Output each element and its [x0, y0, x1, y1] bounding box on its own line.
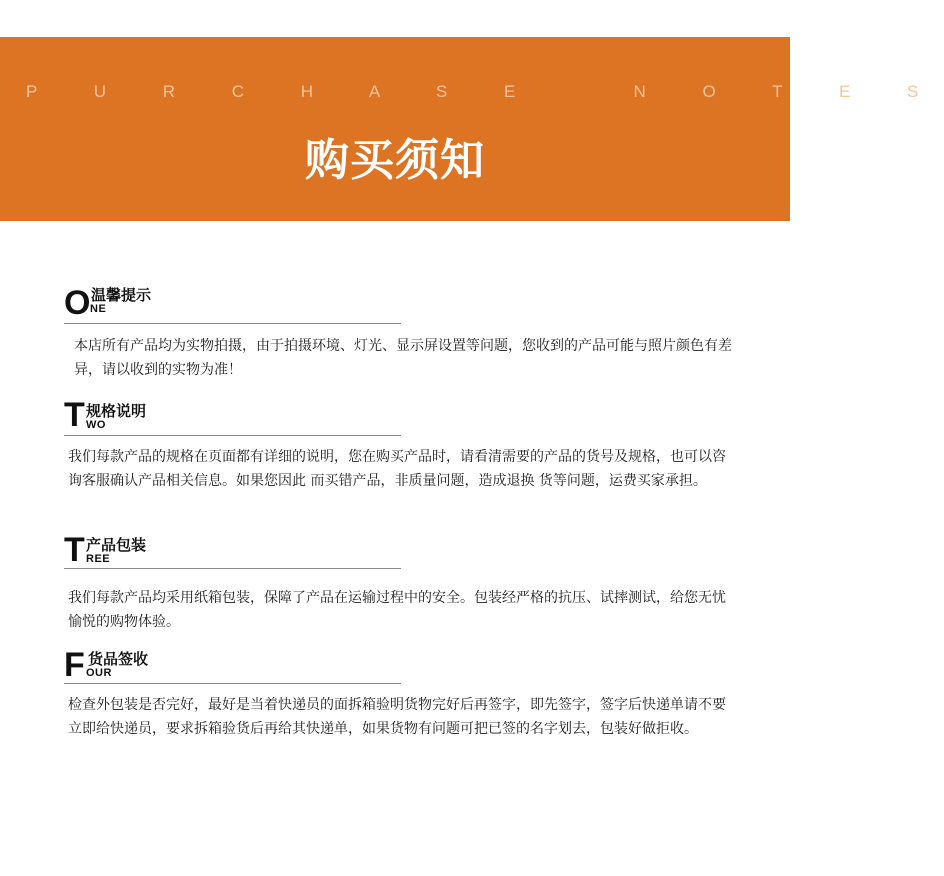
section-four-header [64, 643, 401, 684]
section-three-title: 产品包装 [86, 536, 147, 554]
section-one-title: 温馨提示 [91, 286, 152, 304]
section-three-text: 我们每款产品均采用纸箱包装，保障了产品在运输过程中的安全。包装经严格的抗压、试摔测试，给您无忧愉悦的购物体验。 [68, 590, 726, 630]
section-four-initial: F [64, 646, 85, 684]
section-three-header [64, 528, 401, 569]
section-one-header [64, 283, 401, 324]
section-three-initial: T [64, 531, 85, 569]
page-title: 购买须知 [305, 135, 485, 186]
section-one-text: 本店所有产品均为实物拍摄，由于拍摄环境、灯光、显示屏设置等问题，您收到的产品可能与照片颜色有差异，请以收到的实物为准！ [74, 338, 732, 378]
section-three-letters: REE [86, 553, 111, 565]
section-two-text: 我们每款产品的规格在页面都有详细的说明，您在购买产品时，请看清需要的产品的货号及规格，也可以咨询客服确认产品相关信息。如果您因此 而买错产品，非质量问题，造成退换 货等问题，运费买家承担。 [68, 449, 726, 489]
banner-subtitle: P U R C H A S E N O T E S [26, 82, 944, 101]
section-one-letters: NE [90, 303, 107, 315]
section-two-letters: WO [86, 419, 106, 431]
section-four-text: 检查外包装是否完好，最好是当着快递员的面拆箱验明货物完好后再签字，即先签字，签字后快递单请不要立即给快递员，要求拆箱验货后再给其快递单，如果货物有问题可把已签的名字划去，包装好做拒收。 [68, 697, 726, 737]
section-four-letters: OUR [86, 667, 112, 679]
section-two-header [64, 395, 401, 436]
section-two-title: 规格说明 [86, 402, 147, 420]
section-one-initial: O [64, 284, 91, 322]
section-four-title: 货品签收 [88, 650, 149, 668]
section-two-initial: T [64, 396, 85, 434]
